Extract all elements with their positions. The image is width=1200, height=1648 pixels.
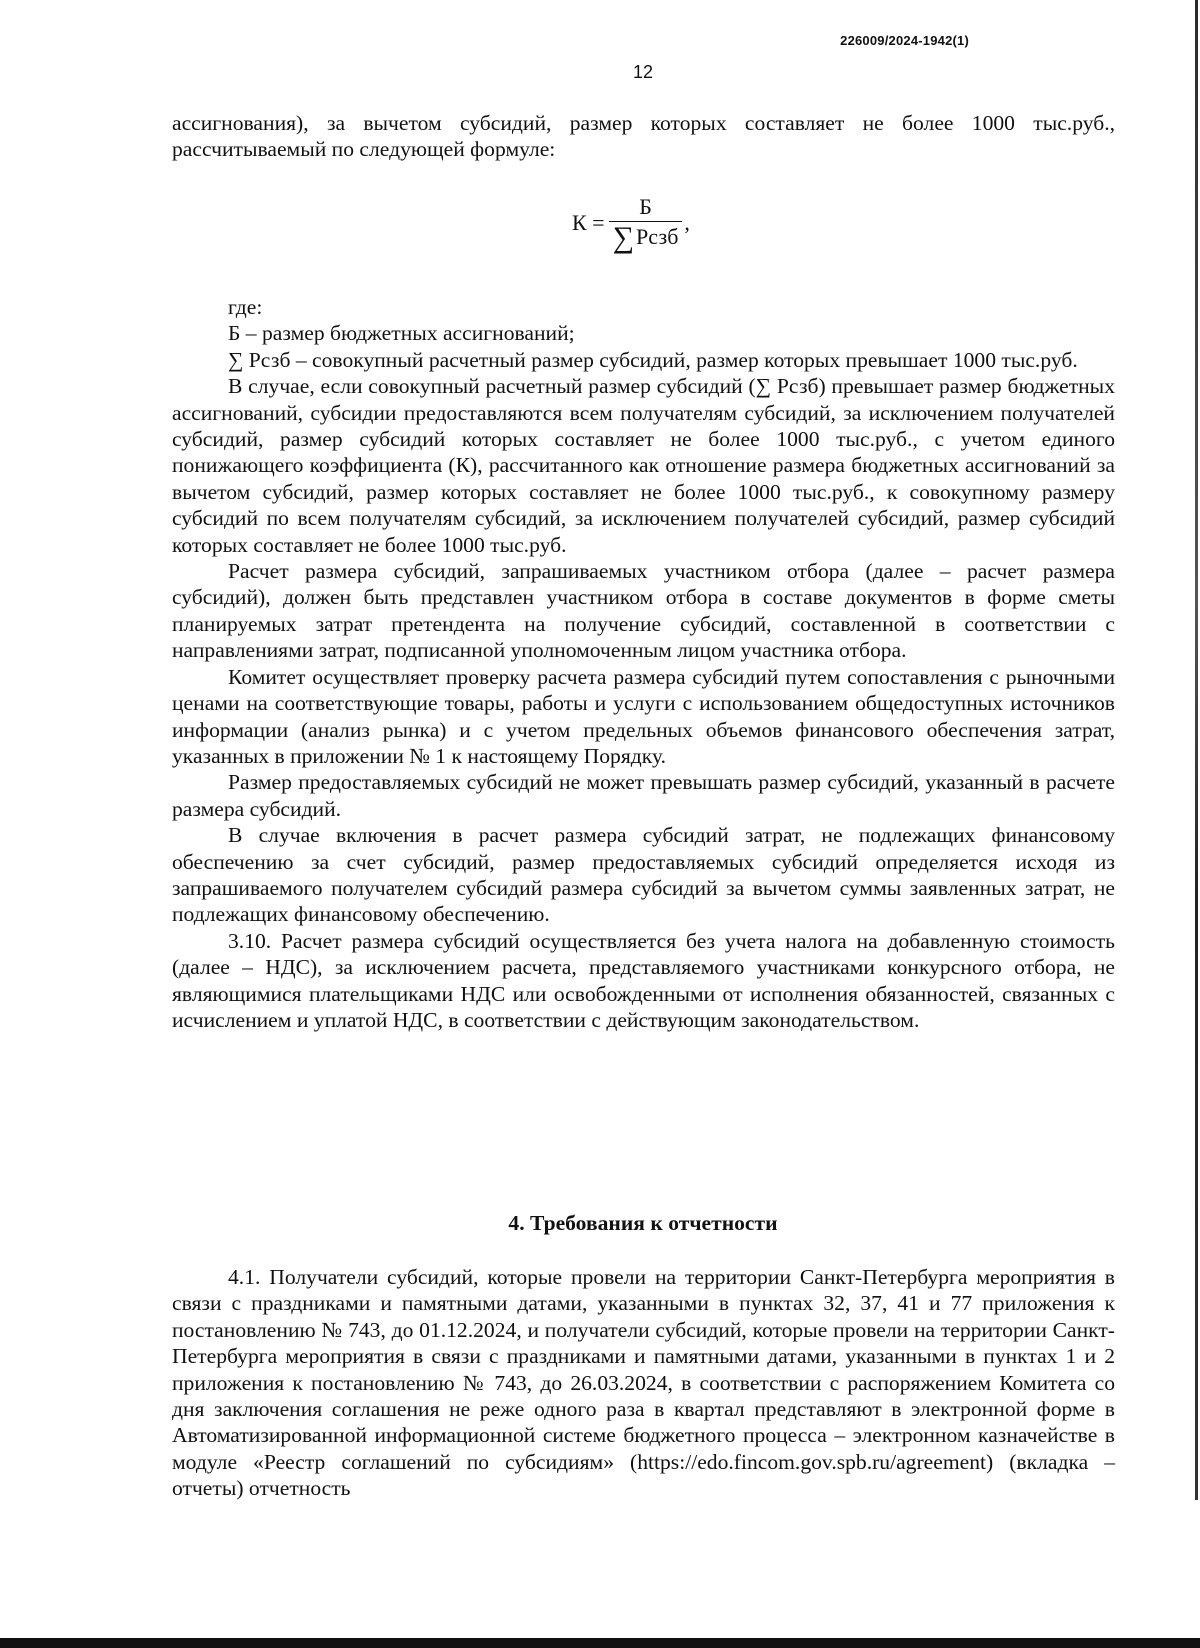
- paragraph-inclusion: В случае включения в расчет размера субсидий затрат, не подлежащих финансовому обеспечению за счет субсидий, размер предоставляемых субсидий определяется исходя из запрашиваемого получателем субсидий размера субсидий за вычетом суммы заявленных затрат, не подлежащих финансовому обеспечению.: [172, 823, 1115, 927]
- scan-edge-right: [1195, 0, 1198, 1500]
- formula-numerator: Б: [639, 194, 652, 219]
- paragraph-calculation: Расчет размера субсидий, запрашиваемых участником отбора (далее – расчет размера субсидий), должен быть представлен участником отбора в составе документов в форме сметы планируемых затрат претендента на получение субсидий, составленной в соответствии с направлениями затрат, подписанной уполномоченным лицом участника отбора.: [172, 559, 1115, 663]
- scan-edge-bottom: [0, 1638, 1200, 1648]
- text-block-section4: [172, 1264, 1115, 1502]
- definition-b: Б – размер бюджетных ассигнований;: [228, 321, 575, 346]
- definition-sum: ∑ Рсзб – совокупный расчетный размер субсидий, размер которых превышает 1000 тыс.руб.: [228, 347, 1078, 372]
- formula-denominator-text: Рсзб: [635, 224, 679, 249]
- section-heading-reporting: 4. Требования к отчетности: [508, 1211, 778, 1235]
- paragraph-excess-case: В случае, если совокупный расчетный размер субсидий (∑ Рсзб) превышает размер бюджетных ассигнований, субсидии предоставляются всем получателям субсидий, за исключением получателей субсидий, размер субсидий которых составляет не более 1000 тыс.руб., с учетом единого понижающего коэффициента (К), рассчитанного как отношение размера бюджетных ассигнований за вычетом субсидий, размер которых составляет не более 1000 тыс.руб., к совокупному размеру субсидий по всем получателям субсидий, за исключением получателей субсидий, размер субсидий которых составляет не более 1000 тыс.руб.: [172, 374, 1115, 557]
- text-block-top: [172, 110, 1115, 163]
- paragraph-4-1: 4.1. Получатели субсидий, которые провели на территории Санкт-Петербурга мероприятия в связи с праздниками и памятными датами, указанными в пунктах 32, 37, 41 и 77 приложения к постановлению № 743, до 01.12.2024, и получатели субсидий, которые провели на территории Санкт-Петербурга мероприятия в связи с праздниками и памятными датами, указанными в пунктах 1 и 2 приложения к постановлению № 743, до 26.03.2024, в соответствии с распоряжением Комитета со дня заключения соглашения не реже одного раза в квартал представляют в электронной форме в Автоматизированной информационной системе бюджетного процесса – электронном казначействе в модуле «Реестр соглашений по субсидиям» (https://edo.fincom.gov.spb.ru/agreement) (вкладка – отчеты) отчетность: [172, 1265, 1115, 1501]
- formula-trailing-comma: ,: [684, 210, 690, 235]
- where-label: где:: [228, 295, 263, 319]
- paragraph-3-10: 3.10. Расчет размера субсидий осуществляется без учета налога на добавленную стоимость (далее – НДС), за исключением расчета, представляемого участниками конкурсного отбора, не являющимися плательщиками НДС или освобожденными от исполнения обязанностей, связанных с исчислением и уплатой НДС, в соответствии с действующим законодательством.: [172, 928, 1115, 1032]
- coefficient-formula: [572, 194, 690, 254]
- formula-denominator: [609, 221, 683, 254]
- paragraph-subsidy-limit: Размер предоставляемых субсидий не может превышать размер субсидий, указанный в расчете размера субсидий.: [172, 770, 1115, 821]
- page-number: 12: [632, 62, 654, 82]
- document-number: 226009/2024-1942(1): [840, 33, 969, 48]
- formula-fraction: [609, 194, 683, 254]
- formula-lhs: К =: [572, 210, 605, 235]
- paragraph-committee-check: Комитет осуществляет проверку расчета размера субсидий путем сопоставления с рыночными ценами на соответствующие товары, работы и услуги с использованием общедоступных источников информации (анализ рынка) и с учетом предельных объемов финансового обеспечения затрат, указанных в приложении № 1 к настоящему Порядку.: [172, 664, 1115, 768]
- text-block-main: [172, 294, 1115, 1033]
- paragraph-assignations: ассигнования), за вычетом субсидий, размер которых составляет не более 1000 тыс.руб., рассчитываемый по следующей формуле:: [172, 111, 1115, 162]
- sigma-symbol: ∑: [612, 221, 634, 254]
